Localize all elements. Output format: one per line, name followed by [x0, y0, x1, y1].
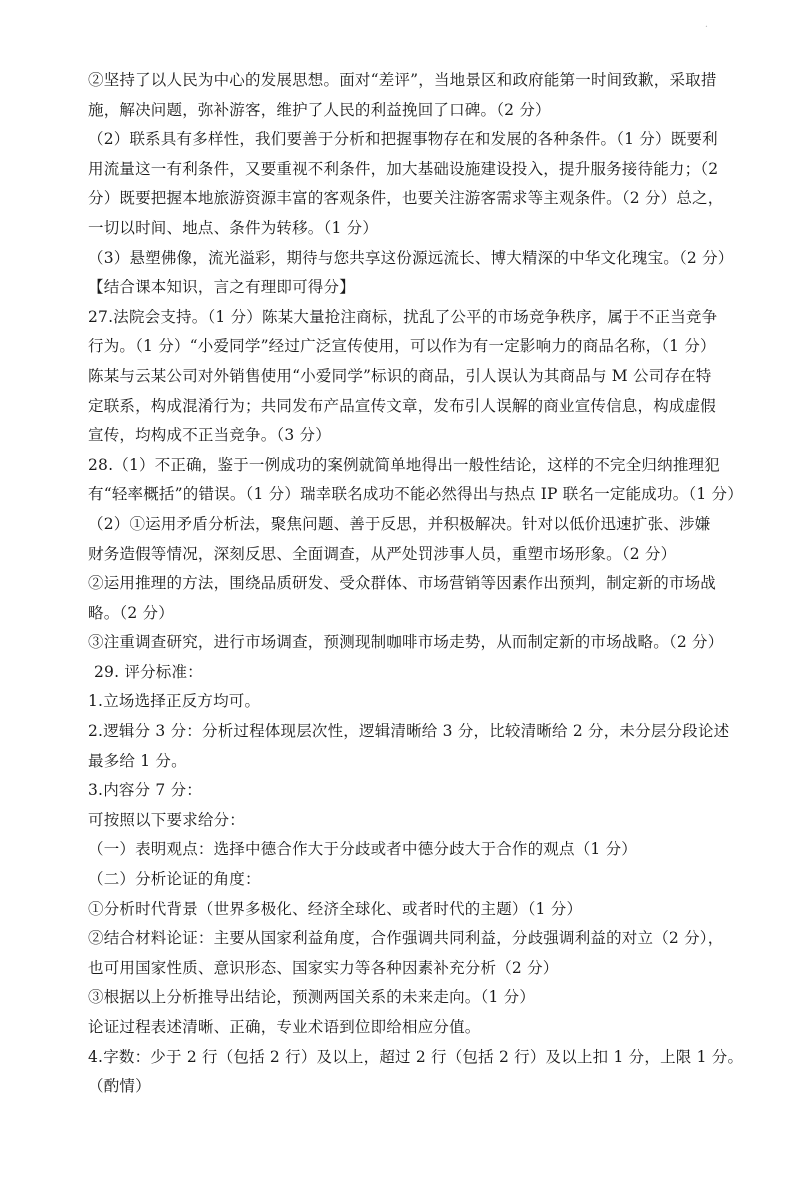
text-line: 3.内容分 7 分：	[88, 781, 203, 800]
text-line: 28.（1）不正确，鉴于一例成功的案例就简单地得出一般性结论，这样的不完全归纳推理犯	[88, 455, 720, 474]
text-line: 可按照以下要求给分：	[88, 810, 246, 829]
text-line: 一切以时间、地点、条件为转移。（1 分）	[88, 218, 379, 237]
text-line: 1.立场选择正反方均可。	[88, 692, 261, 711]
answer-document-body	[88, 66, 744, 1102]
text-line: （一）表明观点：选择中德合作大于分歧或者中德分歧大于合作的观点（1 分）	[88, 840, 637, 859]
text-line: 27.法院会支持。（1 分）陈某大量抢注商标，扰乱了公平的市场竞争秩序，属于不正当竞争	[88, 307, 718, 326]
text-line: （3）悬塑佛像，流光溢彩，期待与您共享这份源远流长、博大精深的中华文化瑰宝。（2 分）	[88, 248, 734, 267]
text-line: （酌情）	[88, 1077, 151, 1096]
text-line: 用流量这一有利条件，又要重视不利条件，加大基础设施建设投入，提升服务接待能力；（2	[88, 159, 719, 178]
text-line: ②坚持了以人民为中心的发展思想。面对“差评”，当地景区和政府能第一时间致歉，采取措	[88, 71, 717, 89]
text-line: 宣传，均构成不正当竞争。（3 分）	[88, 426, 331, 445]
text-line: ①分析时代背景（世界多极化、经济全球化、或者时代的主题）（1 分）	[88, 899, 583, 918]
text-line: （2）①运用矛盾分析法，聚焦问题、善于反思，并积极解决。针对以低价迅速扩张、涉嫌	[88, 514, 711, 533]
text-line: 定联系，构成混淆行为；共同发布产品宣传文章，发布引人误解的商业宣传信息，构成虚假	[88, 396, 717, 415]
text-line: ③根据以上分析推导出结论，预测两国关系的未来走向。（1 分）	[88, 988, 536, 1007]
text-line: 【结合课本知识，言之有理即可得分】	[88, 278, 355, 297]
text-line: 也可用国家性质、意识形态、国家实力等各种因素补充分析（2 分）	[88, 958, 559, 977]
text-line: 论证过程表述清晰、正确，专业术语到位即给相应分值。	[88, 1018, 481, 1036]
text-line: 行为。（1 分）“小爱同学”经过广泛宣传使用，可以作为有一定影响力的商品名称，（1 分）	[88, 337, 716, 356]
text-line: 最多给 1 分。	[88, 751, 187, 770]
text-line: 分）既要把握本地旅游资源丰富的客观条件，也要关注游客需求等主观条件。（2 分）总之，	[88, 189, 724, 208]
text-line: ②运用推理的方法，围绕品质研发、受众群体、市场营销等因素作出预判，制定新的市场战	[88, 574, 717, 593]
text-line: （二）分析论证的角度：	[88, 870, 261, 889]
text-line: ③注重调查研究，进行市场调查，预测现制咖啡市场走势，从而制定新的市场战略。（2 分）	[88, 633, 724, 652]
text-line: 施，解决问题，弥补游客，维护了人民的利益挽回了口碑。（2 分）	[88, 100, 551, 119]
text-line: 陈某与云某公司对外销售使用“小爱同学”标识的商品，引人误认为其商品与 M 公司存在特	[88, 366, 712, 385]
text-line: 有“轻率概括”的错误。（1 分）瑞幸联名成功不能必然得出与热点 IP 联名一定能成功。（1 分）	[88, 485, 743, 504]
page-corner-mark: ·	[704, 22, 708, 33]
text-line: 4.字数：少于 2 行（包括 2 行）及以上，超过 2 行（包括 2 行）及以上扣 1 分，上限 1 分。	[88, 1047, 744, 1066]
text-line: 2.逻辑分 3 分：分析过程体现层次性，逻辑清晰给 3 分，比较清晰给 2 分，未分层分段论述	[88, 722, 730, 741]
text-line: ②结合材料论证：主要从国家利益角度，合作强调共同利益，分歧强调利益的对立（2 分），	[88, 929, 724, 948]
question-heading: 29. 评分标准：	[94, 662, 203, 681]
text-line: （2）联系具有多样性，我们要善于分析和把握事物存在和发展的各种条件。（1 分）既要利	[88, 130, 718, 149]
text-line: 财务造假等情况，深刻反思、全面调查，从严处罚涉事人员，重塑市场形象。（2 分）	[88, 544, 677, 563]
text-line: 略。（2 分）	[88, 603, 174, 622]
